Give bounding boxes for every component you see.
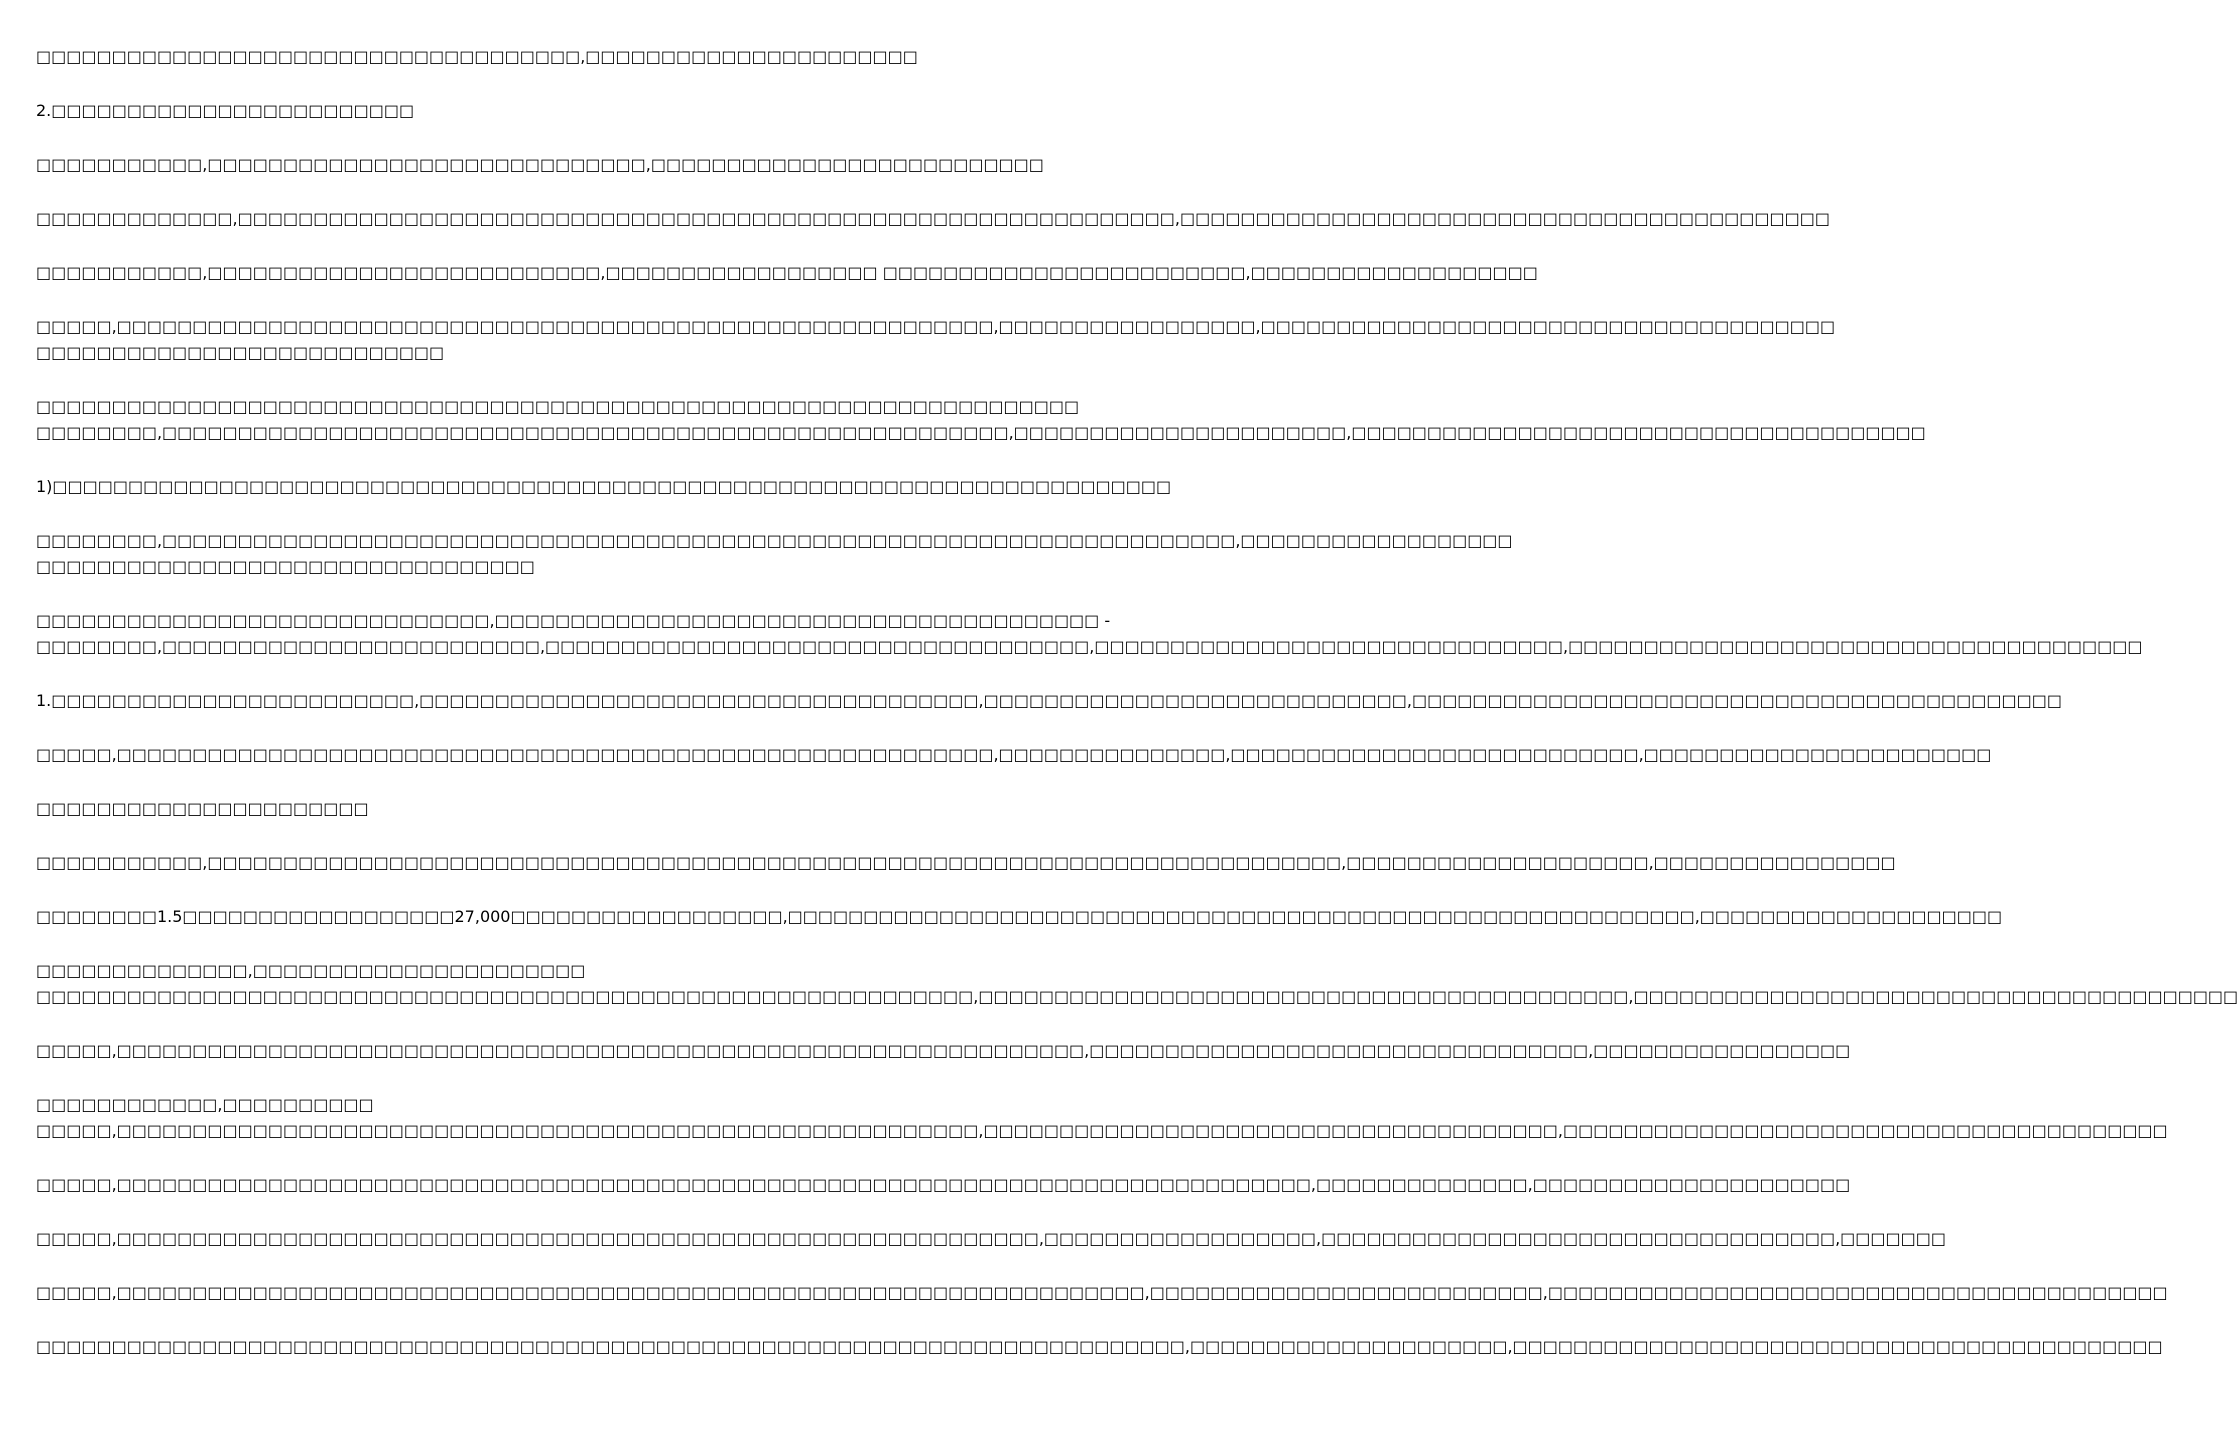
text-line: □□□□□□□□□□□□□□,□□□□□□□□□□□□□□□□□□□□□□	[36, 961, 586, 980]
list-item-heading: 1)□□□□□□□□□□□□□□□□□□□□□□□□□□□□□□□□□□□□□□□□□□□□□□□□□□□□□□□□□□□□□□□□□□□□□□□□□□	[36, 477, 1172, 496]
text-line: □□□□□,□□□□□□□□□□□□□□□□□□□□□□□□□□□□□□□□□□□□□□□□□□□□□□□□□□□□□□□□□□□□□□□□,□□□□□□□□□□□□□□□□□□□□□□□□□□□□□□□□□,□□□□□□□□□□□□□□□□□	[36, 1041, 1851, 1060]
text-line: □□□□□□□□□□□,□□□□□□□□□□□□□□□□□□□□□□□□□□□□□□□□□□□□□□□□□□□□□□□□□□□□□□□□□□□□□□□□□□□□□□□□□□□,□□□□□□□□□□□□□□□□□□□□,□□□□□□□□□□□□□□□□	[36, 853, 1896, 872]
document-page	[36, 44, 2238, 1360]
text-line: □□□□□□□□□□□□□□□□□□□□□□□□□□□□□□□□□□□□□□□□□□□□□□□□□□□□□□□□□□□□□□,□□□□□□□□□□□□□□□□□□□□□□□□□□□□□□□□□□□□□□□□□□□,□□□□□□□□□□□□□□□□□□□□□□□□□□□□□□□□□□□□□□□□	[36, 987, 2238, 1006]
text-line: □□□□□□□□□□□□□□□□□□□□□□□□□□□□□□□□□□□□,□□□□□□□□□□□□□□□□□□□□□□	[36, 47, 918, 66]
text-line: □□□□□,□□□□□□□□□□□□□□□□□□□□□□□□□□□□□□□□□□□□□□□□□□□□□□□□□□□□□□□□□□□□□,□□□□□□□□□□□□□□□□□□,□□□□□□□□□□□□□□□□□□□□□□□□□□□□□□□□□□,□□□□□□□	[36, 1229, 1946, 1248]
text-line: □□□□□□□□□□□□□□□□□□□□□□□□□□□□□□□□□□□□□□□□□□□□□□□□□□□□□□□□□□□□□□□□□□□□□	[36, 397, 1080, 416]
text-line: □□□□□□□□1.5□□□□□□□□□□□□□□□□□□27,000□□□□□□□□□□□□□□□□□□,□□□□□□□□□□□□□□□□□□□□□□□□□□□□□□□□□□□□□□□□□□□□□□□□□□□□□□□□□□□□,□□□□□□□□□□□□□□□□□□□□	[36, 907, 2003, 926]
text-line: □□□□□□□□,□□□□□□□□□□□□□□□□□□□□□□□□□□□□□□□□□□□□□□□□□□□□□□□□□□□□□□□□,□□□□□□□□□□□□□□□□□□□□□□,□□□□□□□□□□□□□□□□□□□□□□□□□□□□□□□□□□□□□□	[36, 423, 1926, 442]
text-line: □□□□□□□□□□□□□,□□□□□□□□□□□□□□□□□□□□□□□□□□□□□□□□□□□□□□□□□□□□□□□□□□□□□□□□□□□□□□,□□□□□□□□□□□□□□□□□□□□□□□□□□□□□□□□□□□□□□□□□□□	[36, 209, 1830, 228]
text-line: □□□□□,□□□□□□□□□□□□□□□□□□□□□□□□□□□□□□□□□□□□□□□□□□□□□□□□□□□□□□□□□,□□□□□□□□□□□□□□□□□□□□□□□□□□□□□□□□□□□□□□,□□□□□□□□□□□□□□□□□□□□□□□□□□□□□□□□□□□□□□□□	[36, 1121, 2168, 1140]
text-line: □□□□□□□□□□□,□□□□□□□□□□□□□□□□□□□□□□□□□□□□□,□□□□□□□□□□□□□□□□□□□□□□□□□□	[36, 155, 1044, 174]
text-line: □□□□□,□□□□□□□□□□□□□□□□□□□□□□□□□□□□□□□□□□□□□□□□□□□□□□□□□□□□□□□□□□,□□□□□□□□□□□□□□□,□□□□□□□□□□□□□□□□□□□□□□□□□□□,□□□□□□□□□□□□□□□□□□□□□□□	[36, 745, 1992, 764]
text-line: □□□□□,□□□□□□□□□□□□□□□□□□□□□□□□□□□□□□□□□□□□□□□□□□□□□□□□□□□□□□□□□□□□□□□□□□□□,□□□□□□□□□□□□□□□□□□□□□□□□□□,□□□□□□□□□□□□□□□□□□□□□□□□□□□□□□□□□□□□□□□□□	[36, 1283, 2168, 1302]
text-line: □□□□□□□□□□□□,□□□□□□□□□□	[36, 1095, 374, 1114]
section-heading: 2.□□□□□□□□□□□□□□□□□□□□□□□□	[36, 101, 415, 120]
text-line: □□□□□□□□□□□□□□□□□□□□□□□□□□□□□□,□□□□□□□□□□□□□□□□□□□□□□□□□□□□□□□□□□□□□□□□ -	[36, 611, 1111, 630]
text-line: □□□□□□□□□□□□□□□□□□□□□□□□□□□□□□□□□	[36, 557, 535, 576]
text-line: □□□□□□□□□□□□□□□□□□□□□□□□□□□	[36, 343, 445, 362]
text-line: □□□□□□□□,□□□□□□□□□□□□□□□□□□□□□□□□□,□□□□□□□□□□□□□□□□□□□□□□□□□□□□□□□□□□□□,□□□□□□□□□□□□□□□□□□□□□□□□□□□□□□□,□□□□□□□□□□□□□□□□□□□□□□□□□□□□□□□□□□□□□□	[36, 637, 2143, 656]
numbered-item: 1.□□□□□□□□□□□□□□□□□□□□□□□□,□□□□□□□□□□□□□□□□□□□□□□□□□□□□□□□□□□□□□,□□□□□□□□□□□□□□□□□□□□□□□□□□□□,□□□□□□□□□□□□□□□□□□□□□□□□□□□□□□□□□□□□□□□□□□□	[36, 691, 2062, 710]
text-line: □□□□□□□□□□□,□□□□□□□□□□□□□□□□□□□□□□□□□□,□□□□□□□□□□□□□□□□□□ □□□□□□□□□□□□□□□□□□□□□□□□,□□□□□□□□□□□□□□□□□□□	[36, 263, 1538, 282]
text-line: □□□□□,□□□□□□□□□□□□□□□□□□□□□□□□□□□□□□□□□□□□□□□□□□□□□□□□□□□□□□□□□□,□□□□□□□□□□□□□□□□□,□□□□□□□□□□□□□□□□□□□□□□□□□□□□□□□□□□□□□□	[36, 317, 1836, 336]
text-line: □□□□□□□□,□□□□□□□□□□□□□□□□□□□□□□□□□□□□□□□□□□□□□□□□□□□□□□□□□□□□□□□□□□□□□□□□□□□□□□□,□□□□□□□□□□□□□□□□□□	[36, 531, 1513, 550]
text-line: □□□□□□□□□□□□□□□□□□□□□□□□□□□□□□□□□□□□□□□□□□□□□□□□□□□□□□□□□□□□□□□□□□□□□□□□□□□□,□□□□□□□□□□□□□□□□□□□□□,□□□□□□□□□□□□□□□□□□□□□□□□□□□□□□□□□□□□□□□□□□□	[36, 1337, 2163, 1356]
section-heading: □□□□□□□□□□□□□□□□□□□□□□	[36, 799, 369, 818]
text-line: □□□□□,□□□□□□□□□□□□□□□□□□□□□□□□□□□□□□□□□□□□□□□□□□□□□□□□□□□□□□□□□□□□□□□□□□□□□□□□□□□□□□□,□□□□□□□□□□□□□□,□□□□□□□□□□□□□□□□□□□□□	[36, 1175, 1851, 1194]
